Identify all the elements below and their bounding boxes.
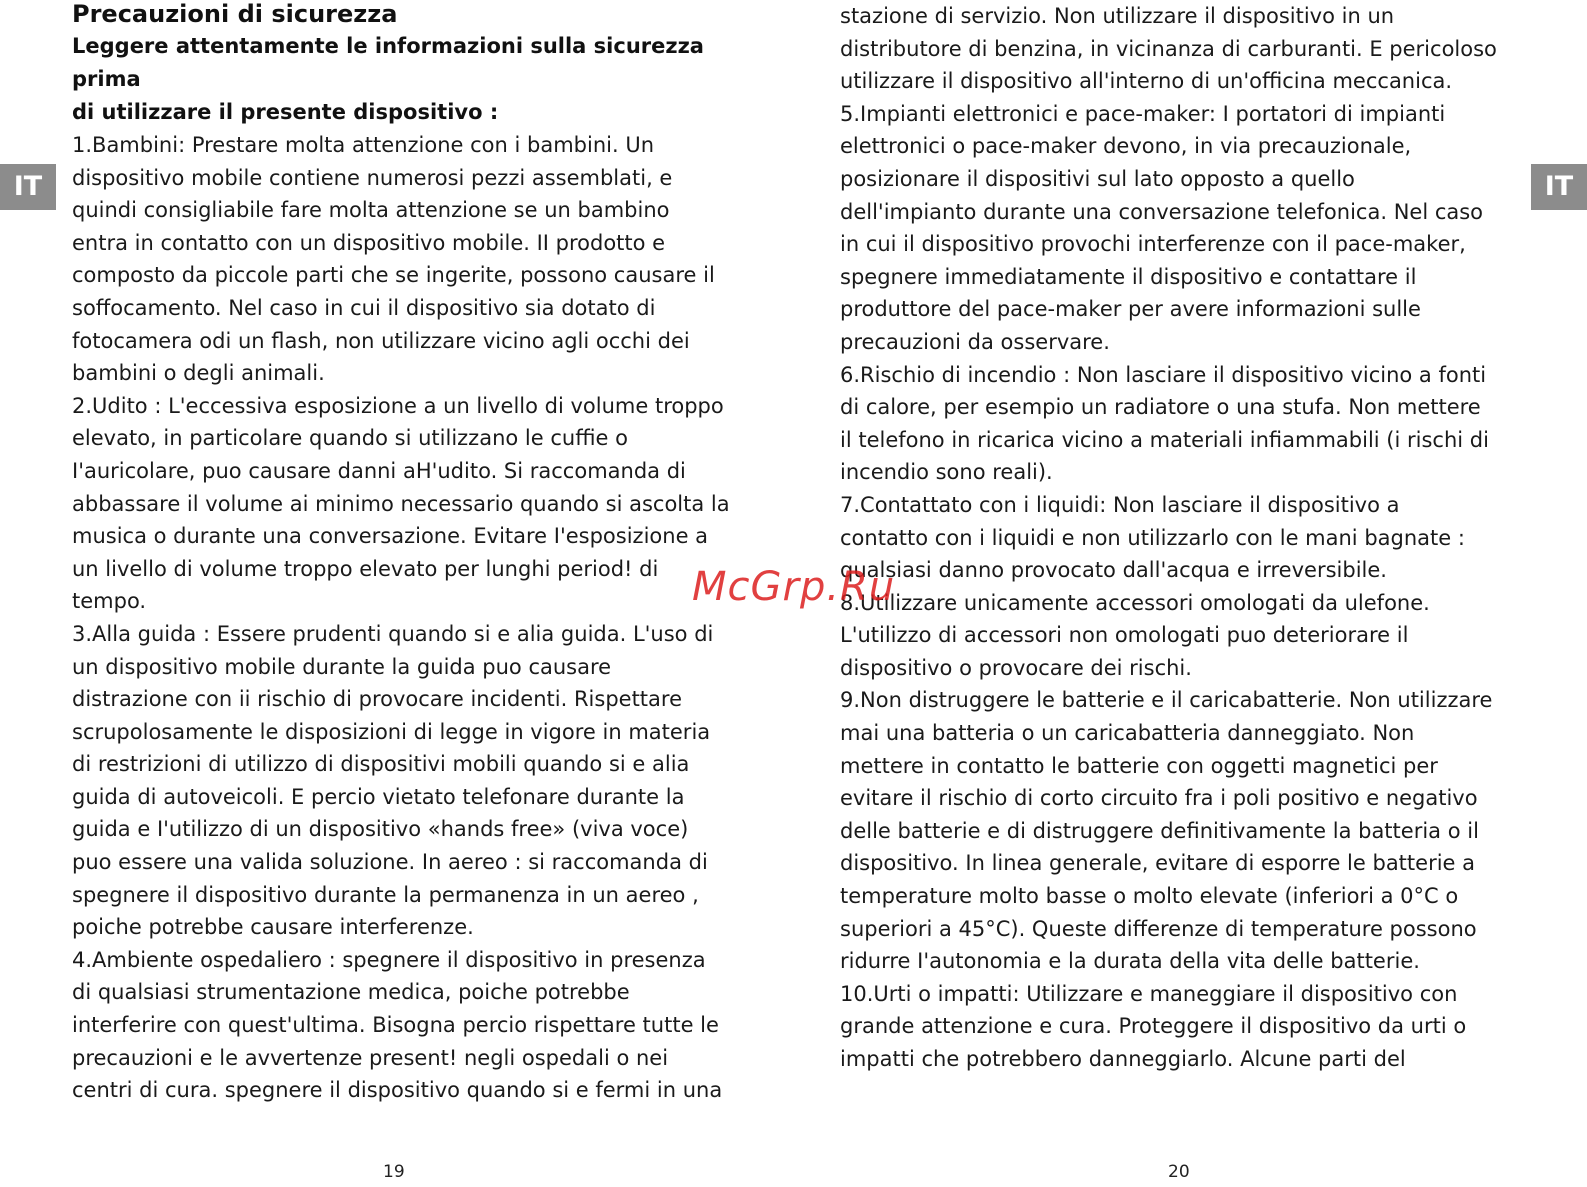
left-page <box>72 0 752 1107</box>
text-line: 3.Alla guida : Essere prudenti quando si e alia guida. L'uso di <box>72 621 714 646</box>
text-line: precauzioni e le avvertenze present! negli ospedali o nei <box>72 1045 669 1070</box>
text-line: 7.Contattato con i liquidi: Non lasciare il dispositivo a <box>840 492 1400 517</box>
text-line: incendio sono reali). <box>840 460 1053 485</box>
text-line: in cui il dispositivo provochi interferenze con il pace-maker, <box>840 232 1466 257</box>
text-line: superiori a 45°C). Queste differenze di temperature possono <box>840 916 1477 941</box>
language-tab-left: IT <box>0 164 56 210</box>
text-line: qualsiasi danno provocato dall'acqua e irreversibile. <box>840 558 1387 583</box>
text-line: tempo. <box>72 589 147 614</box>
text-line: 10.Urti o impatti: Utilizzare e maneggiare il dispositivo con <box>840 981 1458 1006</box>
text-line: 5.Impianti elettronici e pace-maker: I portatori di impianti <box>840 101 1446 126</box>
text-line: entra in contatto con un dispositivo mobile. II prodotto e <box>72 230 666 255</box>
text-line: 9.Non distruggere le batterie e il caricabatterie. Non utilizzare <box>840 688 1493 713</box>
text-line: distrazione con ii rischio di provocare incidenti. Rispettare <box>72 687 682 712</box>
text-line: stazione di servizio. Non utilizzare il dispositivo in un <box>840 4 1395 28</box>
text-line: utilizzare il dispositivo all'interno di un'officina meccanica. <box>840 69 1453 94</box>
subheading-line: di utilizzare il presente dispositivo : <box>72 100 499 124</box>
text-line: delle batterie e di distruggere definitivamente la batteria o il <box>840 818 1479 843</box>
text-line: dell'impianto durante una conversazione telefonica. Nel caso <box>840 199 1484 224</box>
text-line: ridurre I'autonomia e la durata della vita delle batterie. <box>840 949 1420 974</box>
text-line: fotocamera odi un flash, non utilizzare vicino agli occhi dei <box>72 328 690 353</box>
text-line: 1.Bambini: Prestare molta attenzione con i bambini. Un <box>72 133 655 157</box>
subheading-line: Leggere attentamente le informazioni sulla sicurezza prima <box>72 34 704 91</box>
language-tab-right: IT <box>1531 164 1587 210</box>
text-line: dispositivo. In linea generale, evitare di esporre le batterie a <box>840 851 1476 876</box>
text-line: bambini o degli animali. <box>72 361 325 386</box>
text-line: guida di autoveicoli. E percio vietato telefonare durante la <box>72 784 685 809</box>
text-line: un livello di volume troppo elevato per lunghi period! di <box>72 556 659 581</box>
text-line: 8.Utilizzare unicamente accessori omologati da ulefone. <box>840 590 1430 615</box>
left-body-text <box>72 129 752 1107</box>
text-line: 4.Ambiente ospedaliero : spegnere il dispositivo in presenza <box>72 947 706 972</box>
text-line: quindi consigliabile fare molta attenzione se un bambino <box>72 198 670 223</box>
text-line: puo essere una valida soluzione. In aereo : si raccomanda di <box>72 850 708 875</box>
text-line: impatti che potrebbero danneggiarlo. Alcune parti del <box>840 1047 1406 1071</box>
text-line: 6.Rischio di incendio : Non lasciare il dispositivo vicino a fonti <box>840 362 1487 387</box>
text-line: abbassare il volume ai minimo necessario quando si ascolta la <box>72 491 730 516</box>
text-line: composto da piccole parti che se ingerite, possono causare il <box>72 263 715 288</box>
text-line: di restrizioni di utilizzo di dispositivi mobili quando si e alia <box>72 752 690 777</box>
text-line: elettronici o pace-maker devono, in via precauzionale, <box>840 134 1412 159</box>
right-page <box>840 0 1530 1076</box>
text-line: produttore del pace-maker per avere informazioni sulle <box>840 297 1421 322</box>
text-line: dispositivo o provocare dei rischi. <box>840 655 1192 680</box>
text-line: scrupolosamente le disposizioni di legge in vigore in materia <box>72 719 711 744</box>
text-line: elevato, in particolare quando si utilizzano le cuffie o <box>72 426 628 451</box>
section-heading: Precauzioni di sicurezza <box>72 0 398 28</box>
text-line: spegnere il dispositivo durante la permanenza in un aereo , <box>72 882 699 907</box>
text-line: spegnere immediatamente il dispositivo e contattare il <box>840 264 1417 289</box>
watermark: McGrp.Ru <box>692 564 896 610</box>
text-line: guida e I'utilizzo di un dispositivo «hands free» (viva voce) <box>72 817 689 842</box>
text-line: dispositivo mobile contiene numerosi pezzi assemblati, e <box>72 165 673 190</box>
text-line: mai una batteria o un caricabatteria danneggiato. Non <box>840 721 1415 746</box>
text-line: contatto con i liquidi e non utilizzarlo con le mani bagnate : <box>840 525 1465 550</box>
text-line: I'auricolare, puo causare danni aH'udito. Si raccomanda di <box>72 458 686 483</box>
text-line: distributore di benzina, in vicinanza di carburanti. E pericoloso <box>840 36 1497 61</box>
text-line: precauzioni da osservare. <box>840 329 1110 354</box>
text-line: di qualsiasi strumentazione medica, poiche potrebbe <box>72 980 630 1005</box>
text-line: un dispositivo mobile durante la guida puo causare <box>72 654 612 679</box>
text-line: musica o durante una conversazione. Evitare I'esposizione a <box>72 524 709 549</box>
text-line: temperature molto basse o molto elevate (inferiori a 0°C o <box>840 884 1459 909</box>
text-line: interferire con quest'ultima. Bisogna percio rispettare tutte le <box>72 1013 719 1038</box>
text-line: evitare il rischio di corto circuito fra i poli positivo e negativo <box>840 786 1478 811</box>
text-line: il telefono in ricarica vicino a materiali infiammabili (i rischi di <box>840 427 1489 452</box>
text-line: grande attenzione e cura. Proteggere il dispositivo da urti o <box>840 1014 1467 1039</box>
text-line: L'utilizzo di accessori non omologati puo deteriorare il <box>840 623 1409 648</box>
text-line: soffocamento. Nel caso in cui il dispositivo sia dotato di <box>72 295 656 320</box>
text-line: centri di cura. spegnere il dispositivo quando si e fermi in una <box>72 1078 723 1103</box>
text-line: mettere in contatto le batterie con oggetti magnetici per <box>840 753 1438 778</box>
text-line: posizionare il dispositivi sul lato opposto a quello <box>840 166 1355 191</box>
text-line: 2.Udito : L'eccessiva esposizione a un livello di volume troppo <box>72 393 724 418</box>
page-number-left: 19 <box>383 1162 405 1182</box>
page-number-right: 20 <box>1168 1162 1190 1182</box>
right-body-text <box>840 0 1530 1076</box>
text-line: poiche potrebbe causare interferenze. <box>72 915 474 940</box>
text-line: di calore, per esempio un radiatore o una stufa. Non mettere <box>840 395 1481 420</box>
